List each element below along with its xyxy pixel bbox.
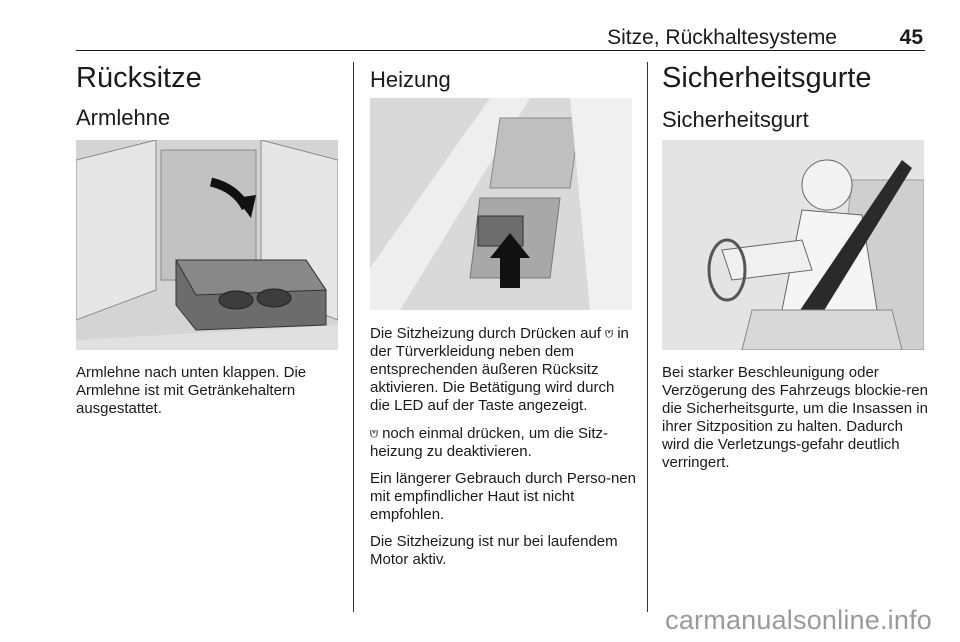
armrest-paragraph: Armlehne nach unten klappen. Die Armlehne ist mit Getränkehaltern ausgestattet. — [76, 364, 307, 417]
heating-paragraph-1 — [370, 324, 636, 415]
running-head — [76, 26, 925, 51]
heating-p1-before: Die Sitzheizung durch Drücken auf — [370, 325, 601, 342]
column-divider-1 — [353, 62, 354, 612]
heating-paragraph-2 — [370, 424, 636, 461]
watermark: carmanualsonline.info — [665, 605, 932, 635]
heating-paragraph-4: Die Sitzheizung ist nur bei laufendem Motor aktiv. — [370, 533, 618, 568]
page-number: 45 — [899, 26, 923, 49]
column-seat-belts — [662, 60, 928, 134]
heading-rear-seats: Rücksitze — [76, 62, 202, 94]
heading-heating: Heizung — [370, 67, 451, 92]
seat-belt-paragraph: Bei starker Beschleunigung oder Verzögerung des Fahrzeugs blockie-ren die Sicherheitsgurte, um die Insassen in ihrer Sitzposition zu halten. Dadurch wird die Verletzungs-gefahr deutlich verringert. — [662, 364, 928, 471]
column-divider-2 — [647, 62, 648, 612]
column-heating — [370, 60, 636, 94]
armrest-description — [76, 364, 344, 427]
column-rear-seats — [76, 60, 342, 132]
heading-seat-belts: Sicherheitsgurte — [662, 62, 872, 94]
heating-description — [370, 324, 636, 578]
seat-heating-button-illustration — [370, 98, 632, 310]
armrest-illustration — [76, 140, 338, 350]
heating-p2-after: noch einmal drücken, um die Sitz-heizung zu deaktivieren. — [370, 425, 609, 460]
seat-heating-icon: ⩅ — [370, 425, 378, 441]
subheading-seat-belt: Sicherheitsgurt — [662, 107, 809, 132]
seat-heating-icon: ⩅ — [605, 325, 614, 341]
subheading-armrest: Armlehne — [76, 105, 171, 130]
seat-belt-illustration — [662, 140, 924, 350]
heating-p1-after: in der Türverkleidung neben dem entsprechenden äußeren Rücksitz aktivieren. Die Betätigung wird durch die LED auf der Taste angezeigt. — [370, 325, 629, 414]
section-title: Sitze, Rückhaltesysteme — [607, 26, 837, 49]
seat-belt-description — [662, 364, 928, 481]
heating-paragraph-3: Ein längerer Gebrauch durch Perso-nen mit empfindlicher Haut ist nicht empfohlen. — [370, 470, 636, 523]
